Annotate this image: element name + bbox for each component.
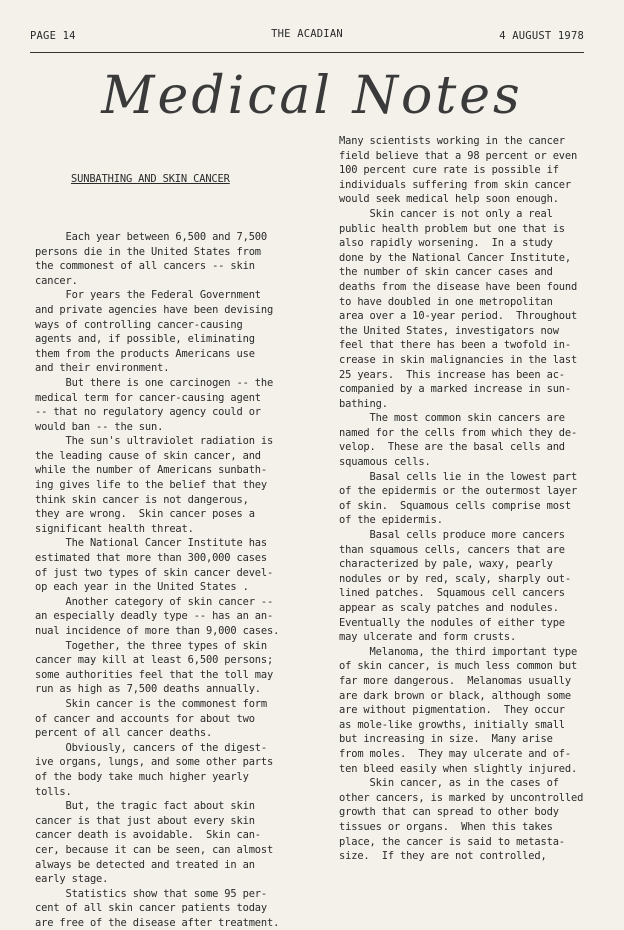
- article-line: but increasing in size. Many arise: [339, 733, 553, 746]
- article-line: lined patches. Squamous cell cancers: [339, 587, 565, 600]
- article-line: also rapidly worsening. In a study: [339, 237, 553, 250]
- article-line: But there is one carcinogen -- the: [35, 376, 274, 389]
- article-line: some authorities feel that the toll may: [35, 668, 274, 681]
- article-line: cent of all skin cancer patients today: [35, 902, 268, 915]
- article-line: run as high as 7,500 deaths annually.: [35, 683, 261, 696]
- article-line: to have doubled in one metropolitan: [339, 295, 553, 308]
- article-line: the commonest of all cancers -- skin: [35, 260, 255, 273]
- article-line: early stage.: [35, 873, 109, 886]
- article-line: cancer is that just about every skin: [35, 814, 255, 827]
- article-line: crease in skin malignancies in the last: [339, 353, 578, 366]
- article-line: tolls.: [35, 785, 72, 798]
- article-line: done by the National Cancer Institute,: [339, 251, 572, 264]
- article-line: are without pigmentation. They occur: [339, 704, 565, 717]
- article-line: medical term for cancer-causing agent: [35, 391, 261, 404]
- right-column: [339, 134, 594, 864]
- article-line: from moles. They may ulcerate and of-: [339, 747, 572, 760]
- article-line: cancer death is avoidable. Skin can-: [35, 829, 261, 842]
- article-line: Obviously, cancers of the digest-: [35, 741, 268, 754]
- article-line: would seek medical help soon enough.: [339, 193, 559, 206]
- article-line: characterized by pale, waxy, pearly: [339, 558, 553, 571]
- article-line: appear as scaly patches and nodules.: [339, 602, 559, 614]
- article-line: bathing.: [339, 397, 388, 410]
- article-line: Melanoma, the third important type: [339, 645, 578, 658]
- article-line: feel that there has been a twofold in-: [339, 339, 572, 352]
- article-line: than squamous cells, cancers that are: [339, 543, 565, 556]
- article-line: -- that no regulatory agency could or: [35, 406, 261, 419]
- article-line: Statistics show that some 95 per-: [35, 887, 268, 900]
- article-line: them from the products Americans use: [35, 347, 255, 360]
- article-line: persons die in the United States from: [35, 245, 261, 258]
- publication-name: THE ACADIAN: [271, 28, 343, 40]
- article-line: and their environment.: [35, 362, 170, 375]
- article-line: ive organs, lungs, and some other parts: [35, 756, 274, 769]
- article-line: Another category of skin cancer --: [35, 595, 274, 608]
- article-line: cancer may kill at least 6,500 persons;: [35, 654, 274, 667]
- article-line: while the number of Americans sunbath-: [35, 464, 268, 477]
- issue-date: 4 AUGUST 1978: [499, 30, 584, 42]
- article-line: far more dangerous. Melanomas usually: [339, 674, 572, 687]
- article-line: always be detected and treated in an: [35, 858, 255, 871]
- article-line: Basal cells lie in the lowest part: [339, 470, 578, 483]
- article-line: place, the cancer is said to metasta-: [339, 835, 565, 848]
- article-line: the United States, investigators now: [339, 324, 559, 337]
- article-line: 25 years. This increase has been ac-: [339, 368, 565, 381]
- article-line: may ulcerate and form crusts.: [339, 631, 517, 644]
- article-line: named for the cells from which they de-: [339, 426, 578, 439]
- article-line: Together, the three types of skin: [35, 639, 268, 652]
- article-line: Each year between 6,500 and 7,500: [35, 230, 268, 243]
- article-line: The most common skin cancers are: [339, 412, 565, 425]
- article-line: Basal cells produce more cancers: [339, 529, 565, 542]
- article-line: The sun's ultraviolet radiation is: [35, 435, 274, 448]
- article-line: of cancer and accounts for about two: [35, 712, 255, 725]
- article-line: of skin. Squamous cells comprise most: [339, 499, 572, 512]
- article-line: size. If they are not controlled,: [339, 850, 547, 863]
- article-line: Skin cancer is not only a real: [339, 207, 553, 220]
- article-line: nual incidence of more than 9,000 cases.: [35, 625, 280, 637]
- page-header: [30, 30, 584, 46]
- article-line: they are wrong. Skin cancer poses a: [35, 508, 255, 521]
- article-line: an especially deadly type -- has an an-: [35, 610, 274, 623]
- article-line: would ban -- the sun.: [35, 420, 164, 433]
- article-line: public health problem but one that is: [339, 222, 565, 235]
- article-line: Many scientists working in the cancer: [339, 135, 565, 147]
- article-line: estimated that more than 300,000 cases: [35, 552, 268, 565]
- article-line: Eventually the nodules of either type: [339, 616, 565, 629]
- article-line: of just two types of skin cancer devel-: [35, 566, 274, 579]
- page-number: PAGE 14: [30, 30, 76, 42]
- article-line: companied by a marked increase in sun-: [339, 383, 572, 396]
- article-line: of the epidermis.: [339, 514, 443, 527]
- article-line: ways of controlling cancer-causing: [35, 318, 243, 331]
- left-column: [35, 143, 299, 930]
- article-line: For years the Federal Government: [35, 289, 261, 302]
- article-line: ten bleed easily when slightly injured.: [339, 762, 578, 775]
- article-line: the leading cause of skin cancer, and: [35, 449, 261, 462]
- article-line: nodules or by red, scaly, sharply out-: [339, 572, 572, 585]
- section-masthead: Medical Notes: [101, 66, 523, 126]
- article-heading: SUNBATHING AND SKIN CANCER: [71, 173, 230, 186]
- article-line: other cancers, is marked by uncontrolled: [339, 791, 584, 804]
- article-line: of the epidermis or the outermost layer: [339, 485, 578, 498]
- article-line: squamous cells.: [339, 456, 431, 469]
- article-line: area over a 10-year period. Throughout: [339, 310, 578, 323]
- article-line: 100 percent cure rate is possible if: [339, 164, 559, 177]
- article-line: ing gives life to the belief that they: [35, 479, 268, 492]
- article-line: individuals suffering from skin cancer: [339, 178, 572, 191]
- article-line: cer, because it can be seen, can almost: [35, 843, 274, 856]
- article-line: The National Cancer Institute has: [35, 537, 268, 550]
- article-line: and private agencies have been devising: [35, 303, 274, 316]
- article-line: velop. These are the basal cells and: [339, 441, 565, 454]
- article-line: growth that can spread to other body: [339, 806, 559, 819]
- article-line: of skin cancer, is much less common but: [339, 660, 578, 673]
- article-line: op each year in the United States .: [35, 581, 249, 594]
- article-line: agents and, if possible, eliminating: [35, 333, 255, 346]
- article-line: are free of the disease after treatment.: [35, 916, 280, 929]
- article-line: percent of all cancer deaths.: [35, 727, 213, 740]
- header-rule: [30, 52, 584, 53]
- article-line: Skin cancer is the commonest form: [35, 697, 268, 710]
- article-line: But, the tragic fact about skin: [35, 800, 255, 813]
- article-line: think skin cancer is not dangerous,: [35, 493, 249, 506]
- article-line: the number of skin cancer cases and: [339, 266, 553, 279]
- article-line: as mole-like growths, initially small: [339, 718, 565, 731]
- article-line: tissues or organs. When this takes: [339, 820, 553, 833]
- article-line: cancer.: [35, 274, 78, 287]
- article-line: field believe that a 98 percent or even: [339, 149, 578, 162]
- article-line: are dark brown or black, although some: [339, 689, 572, 702]
- article-line: of the body take much higher yearly: [35, 770, 249, 783]
- article-line: deaths from the disease have been found: [339, 280, 578, 293]
- article-line: significant health threat.: [35, 522, 194, 535]
- article-line: Skin cancer, as in the cases of: [339, 777, 559, 790]
